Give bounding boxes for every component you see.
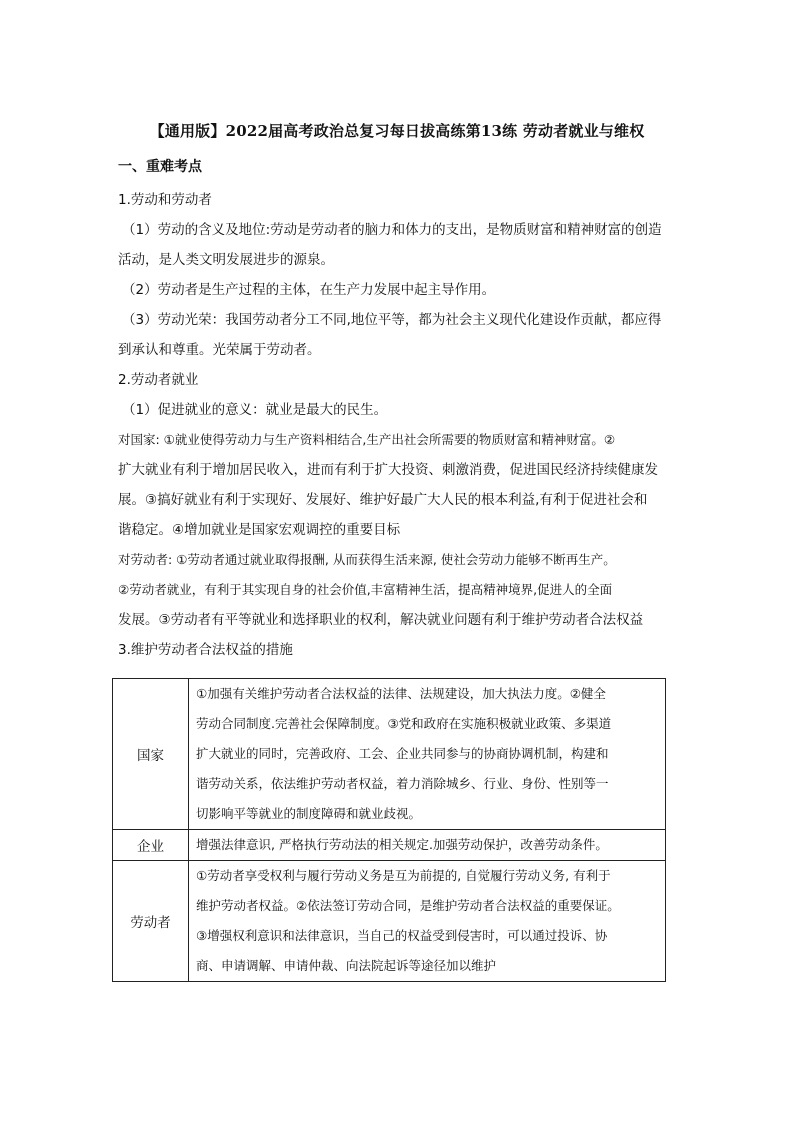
paragraph-line: （3）劳动光荣：我国劳动者分工不同,地位平等，都为社会主义现代化建设作贡献，都应得 — [122, 312, 662, 328]
cell-line: 切影响平等就业的制度障碍和就业歧视。 — [196, 806, 422, 821]
measures-table — [112, 678, 666, 982]
cell-line: ①加强有关维护劳动者合法权益的法律、法规建设，加大执法力度。②健全 — [196, 686, 606, 701]
table-row — [113, 679, 666, 830]
paragraph-line: 扩大就业有利于增加居民收入，进而有利于扩大投资、刺激消费，促进国民经济持续健康发 — [118, 462, 658, 478]
paragraph-line: （1）劳动的含义及地位:劳动是劳动者的脑力和体力的支出，是物质财富和精神财富的创造 — [122, 222, 662, 238]
cell-line: 扩大就业的同时，完善政府、工会、企业共同参与的协商协调机制，构建和 — [196, 746, 609, 761]
cell-line: ③增强权利意识和法律意识，当自己的权益受到侵害时，可以通过投诉、协 — [196, 928, 608, 943]
cell-line: 维护劳动者权益。②依法签订劳动合同，是维护劳动者合法权益的重要保证。 — [196, 898, 620, 913]
paragraph-line: 发展。③劳动者有平等就业和选择职业的权利，解决就业问题有利于维护劳动者合法权益 — [118, 612, 644, 628]
paragraph-line: 活动，是人类文明发展进步的源泉。 — [118, 252, 334, 268]
subheading-employment: 2.劳动者就业 — [118, 372, 199, 388]
paragraph-line: 谐稳定。④增加就业是国家宏观调控的重要目标 — [118, 522, 401, 538]
paragraph-line: （1）促进就业的意义：就业是最大的民生。 — [122, 402, 388, 418]
paragraph-line: 展。③搞好就业有利于实现好、发展好、维护好最广大人民的根本利益,有利于促进社会和 — [118, 492, 648, 508]
row-content — [189, 830, 666, 861]
document-title: 【通用版】2022届高考政治总复习每日拔高练第13练 劳动者就业与维权 — [149, 122, 645, 140]
row-label-state: 国家 — [113, 679, 189, 830]
section-heading: 一、重难考点 — [118, 159, 202, 175]
subheading-labor: 1.劳动和劳动者 — [118, 192, 212, 208]
cell-line: 劳动合同制度.完善社会保障制度。③党和政府在实施积极就业政策、多渠道 — [196, 716, 612, 731]
table-row — [113, 830, 666, 861]
row-label-enterprise: 企业 — [113, 830, 189, 861]
subheading-measures: 3.维护劳动者合法权益的措施 — [118, 642, 293, 658]
cell-line: 增强法律意识, 严格执行劳动法的相关规定.加强劳动保护，改善劳动条件。 — [196, 837, 608, 852]
paragraph-line: ②劳动者就业，有利于其实现自身的社会价值,丰富精神生活，提高精神境界,促进人的全面 — [118, 582, 613, 597]
table-row — [113, 861, 666, 982]
body-text — [118, 185, 678, 665]
paragraph-line: （2）劳动者是生产过程的主体，在生产力发展中起主导作用。 — [122, 282, 496, 298]
row-content — [189, 679, 666, 830]
cell-line: 谐劳动关系，依法维护劳动者权益，着力消除城乡、行业、身份、性别等一 — [196, 776, 609, 791]
paragraph-line: 到承认和尊重。光荣属于劳动者。 — [118, 342, 321, 358]
paragraph-line: 对劳动者: ①劳动者通过就业取得报酬, 从而获得生活来源, 使社会劳动力能够不断再生产。 — [118, 552, 616, 567]
cell-line: 商、申请调解、申请仲裁、向法院起诉等途径加以维护 — [196, 958, 497, 973]
row-label-worker: 劳动者 — [113, 861, 189, 982]
cell-line: ①劳动者享受权利与履行劳动义务是互为前提的, 自觉履行劳动义务, 有利于 — [196, 868, 611, 883]
row-content — [189, 861, 666, 982]
paragraph-line: 对国家: ①就业使得劳动力与生产资料相结合,生产出社会所需要的物质财富和精神财富。② — [118, 432, 616, 447]
